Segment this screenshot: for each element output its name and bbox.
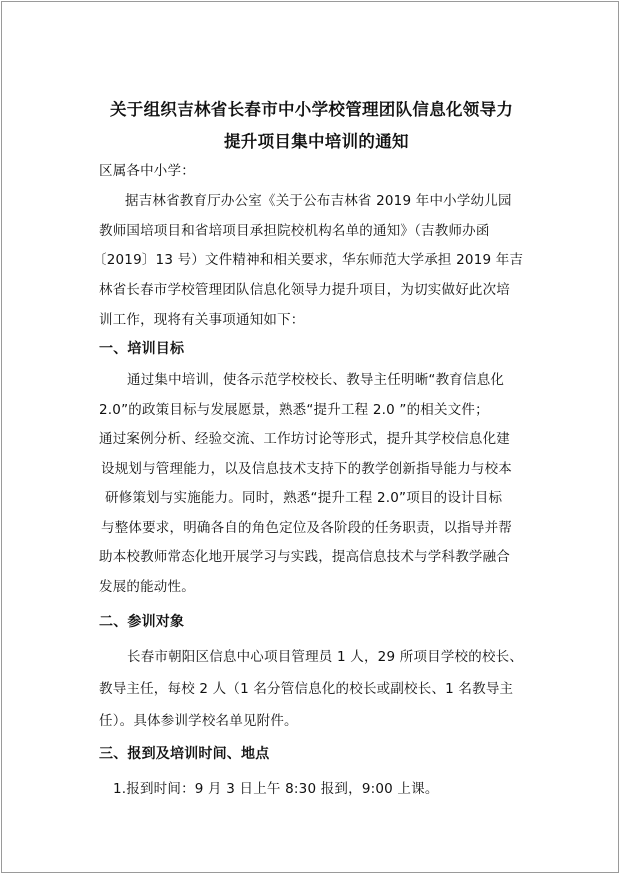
section-2-line: 教导主任，每校 2 人（1 名分管信息化的校长或副校长、1 名教导主 [99, 681, 514, 697]
section-1-line: 与整体要求，明确各自的角色定位及各阶段的任务职责，以指导并帮 [101, 520, 512, 536]
section-1-line: 2.0”的政策目标与发展愿景，熟悉“提升工程 2.0 ”的相关文件； [99, 402, 489, 418]
notice-document [2, 2, 620, 874]
title-line-1: 关于组织吉林省长春市中小学校管理团队信息化领导力 [110, 100, 514, 119]
salutation: 区属各中小学： [99, 163, 195, 179]
title-line-2: 提升项目集中培训的通知 [224, 132, 409, 151]
section-3-heading: 三、报到及培训时间、地点 [99, 746, 270, 762]
section-3-line: 1.报到时间：9 月 3 日上午 8:30 报到，9:00 上课。 [113, 781, 439, 797]
intro-line: 〔2019〕13 号）文件精神和相关要求，华东师范大学承担 2019 年吉 [93, 252, 524, 268]
section-1-line: 设规划与管理能力，以及信息技术支持下的教学创新指导能力与校本 [101, 461, 512, 477]
section-1-line: 发展的能动性。 [99, 579, 195, 595]
intro-line: 训工作，现将有关事项通知如下： [99, 312, 305, 328]
section-1-line: 通过集中培训，使各示范学校校长、教导主任明晰“教育信息化 [127, 372, 505, 388]
section-1-line: 助本校教师常态化地开展学习与实践，提高信息技术与学科教学融合 [99, 549, 510, 565]
section-2-line: 长春市朝阳区信息中心项目管理员 1 人，29 所项目学校的校长、 [127, 649, 524, 665]
section-2-line: 任）。具体参训学校名单见附件。 [99, 713, 298, 729]
document-page [1, 1, 619, 873]
intro-line: 教师国培项目和省培项目承担院校机构名单的通知》（吉教师办函 [99, 223, 490, 239]
intro-line: 林省长春市学校管理团队信息化领导力提升项目，为切实做好此次培 [99, 282, 510, 298]
section-1-heading: 一、培训目标 [99, 341, 185, 357]
intro-line: 据吉林省教育厅办公室《关于公布吉林省 2019 年中小学幼儿园 [125, 193, 512, 209]
section-1-line: 研修策划与实施能力。同时，熟悉“提升工程 2.0”项目的设计目标 [105, 490, 503, 506]
section-1-line: 通过案例分析、经验交流、工作坊讨论等形式，提升其学校信息化建 [99, 431, 510, 447]
section-2-heading: 二、参训对象 [99, 614, 185, 630]
